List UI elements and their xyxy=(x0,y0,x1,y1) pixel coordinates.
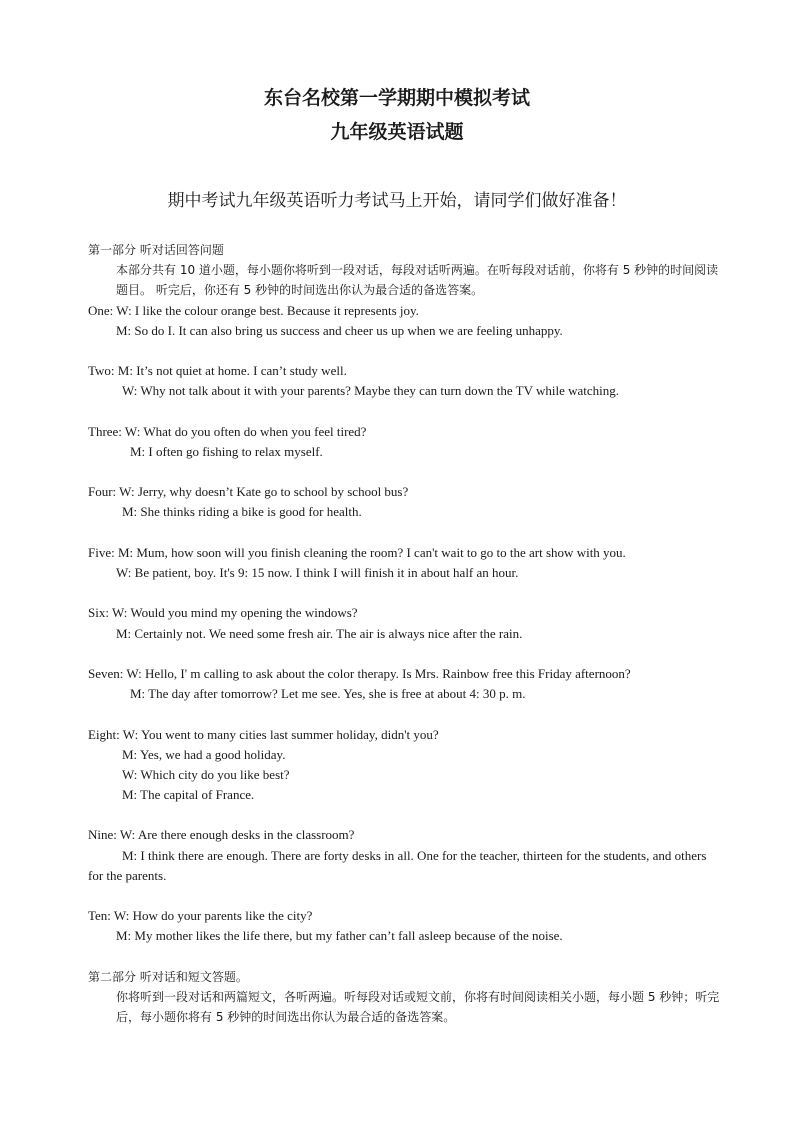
dialogue-10-line-1: Ten: W: How do your parents like the city? xyxy=(88,908,313,924)
exam-title: 东台名校第一学期期中模拟考试 xyxy=(263,87,530,109)
dialogue-5-line-2: W: Be patient, boy. It's 9: 15 now. I think I will finish it in about half an hour. xyxy=(116,565,519,581)
dialogue-1-line-1: One: W: I like the colour orange best. Because it represents joy. xyxy=(88,302,419,318)
dialogue-9-line-2: M: I think there are enough. There are forty desks in all. One for the teacher, thirteen for the students, and others for the parents. xyxy=(88,847,707,883)
document-body xyxy=(88,240,720,1027)
dialogue-5-line-1: Five: M: Mum, how soon will you finish cleaning the room? I can't wait to go to the art show with you. xyxy=(88,544,626,560)
dialogue-6-line-1: Six: W: Would you mind my opening the windows? xyxy=(88,605,358,621)
dialogue-8-line-2: M: Yes, we had a good holiday. xyxy=(122,746,286,762)
dialogue-8-line-1: Eight: W: You went to many cities last summer holiday, didn't you? xyxy=(88,726,439,742)
part2-heading: 第二部分 听对话和短文答题。 xyxy=(88,969,248,984)
dialogue-4-line-1: Four: W: Jerry, why doesn’t Kate go to school by school bus? xyxy=(88,484,409,500)
dialogue-6-line-2: M: Certainly not. We need some fresh air. The air is always nice after the rain. xyxy=(116,625,523,641)
listening-notice: 期中考试九年级英语听力考试马上开始，请同学们做好准备！ xyxy=(167,191,627,211)
dialogue-7-line-2: M: The day after tomorrow? Let me see. Yes, she is free at about 4: 30 p. m. xyxy=(130,686,526,702)
dialogue-3-line-2: M: I often go fishing to relax myself. xyxy=(130,443,323,459)
dialogue-2-line-2: W: Why not talk about it with your parents? Maybe they can turn down the TV while watching. xyxy=(122,383,620,399)
dialogue-8-line-3: W: Which city do you like best? xyxy=(122,766,290,782)
part1-heading: 第一部分 听对话回答问题 xyxy=(88,243,224,257)
dialogue-3-line-1: Three: W: What do you often do when you feel tired? xyxy=(88,423,367,439)
dialogue-2-line-1: Two: M: It’s not quiet at home. I can’t study well. xyxy=(88,363,347,379)
exam-subtitle: 九年级英语试题 xyxy=(330,121,464,143)
dialogue-7-line-1: Seven: W: Hello, I' m calling to ask about the color therapy. Is Mrs. Rainbow free this Friday afternoon? xyxy=(88,665,631,681)
dialogue-9-line-1: Nine: W: Are there enough desks in the classroom? xyxy=(88,827,355,843)
part1-instructions: 本部分共有 10 道小题，每小题你将听到一段对话，每段对话听两遍。在听每段对话前，你将有 5 秒钟的时间阅读题目。 听完后，你还有 5 秒钟的时间选出你认为最合适的备选答案。 xyxy=(116,263,719,298)
dialogue-4-line-2: M: She thinks riding a bike is good for health. xyxy=(122,504,362,520)
dialogue-10-line-2: M: My mother likes the life there, but my father can’t fall asleep because of the noise. xyxy=(116,928,563,944)
part2-instructions: 你将听到一段对话和两篇短文，各听两遍。听每段对话或短文前，你将有时间阅读相关小题，每小题 5 秒钟；听完后，每小题你将有 5 秒钟的时间选出你认为最合适的备选答案。 xyxy=(116,990,720,1025)
dialogue-1-line-2: M: So do I. It can also bring us success and cheer us up when we are feeling unhappy. xyxy=(116,322,563,338)
dialogue-8-line-4: M: The capital of France. xyxy=(122,787,255,803)
